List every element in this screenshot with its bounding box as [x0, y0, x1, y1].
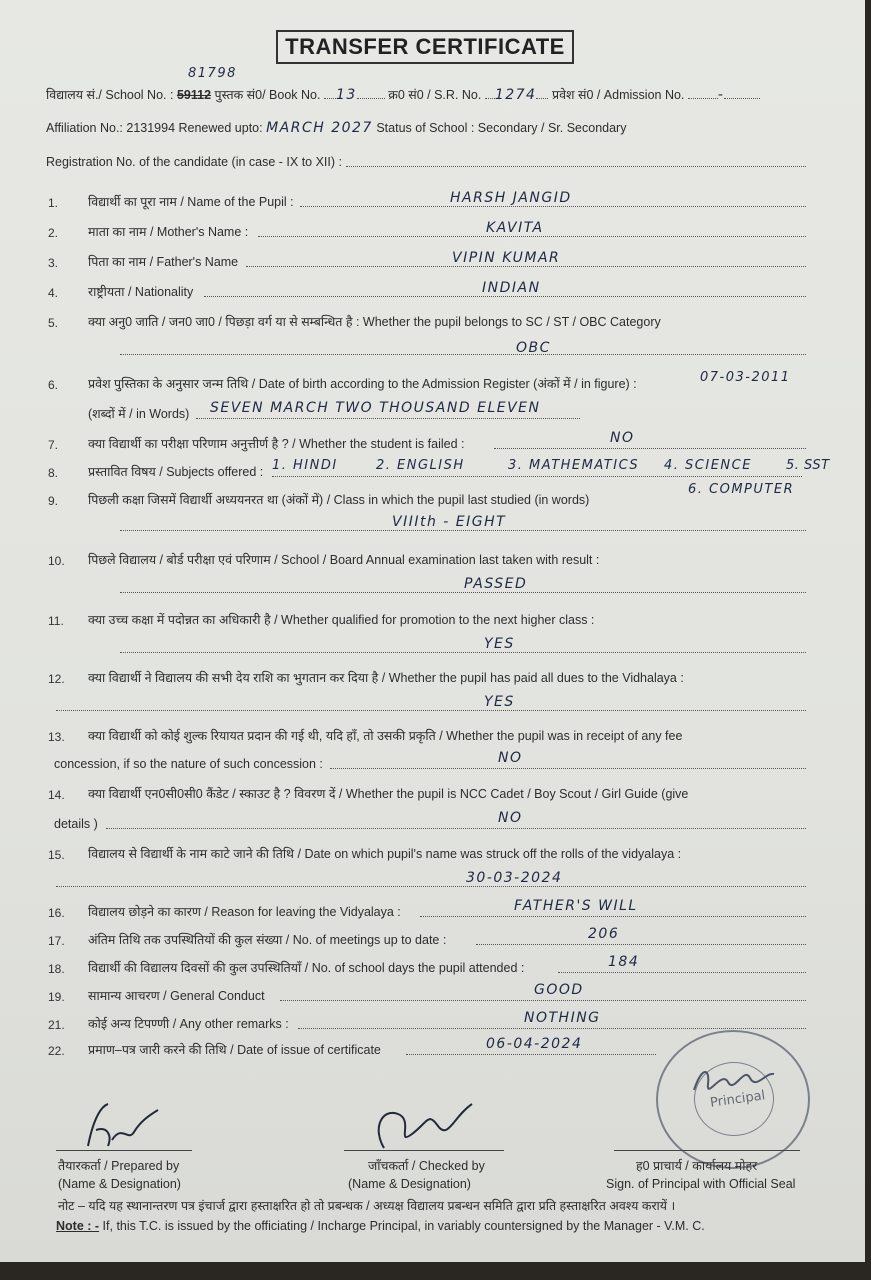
english-note — [56, 1218, 705, 1234]
fee-concession-value: NO — [498, 750, 523, 766]
item-5-number: 5. — [48, 316, 59, 330]
item-3-number: 3. — [48, 256, 59, 270]
certificate-title: TRANSFER CERTIFICATE — [276, 30, 574, 64]
item-9-label: पिछली कक्षा जिसमें विद्यार्थी अध्ययनरत था (अंकों में) / Class in which the pupil last studied (in words) — [88, 493, 590, 507]
meetings-value: 206 — [588, 926, 620, 942]
item-18-label: विद्यार्थी की विद्यालय दिवसों की कुल उपस्थितियाँ / No. of school days the pupil attended : — [88, 961, 525, 975]
item-12-number: 12. — [48, 672, 65, 686]
item-18-number: 18. — [48, 962, 65, 976]
remarks-value: NOTHING — [524, 1010, 601, 1026]
school-no-handwritten: 81798 — [188, 66, 237, 81]
note-label: Note : - — [56, 1219, 100, 1233]
school-no-struck: 59112 — [176, 88, 212, 102]
subject-5: 5. SST — [786, 458, 830, 473]
checked-by-designation: (Name & Designation) — [348, 1177, 471, 1191]
item-14-number: 14. — [48, 788, 65, 802]
item-8-number: 8. — [48, 466, 59, 480]
mother-name-value: KAVITA — [486, 220, 544, 236]
item-17-label: अंतिम तिथि तक उपस्थितियों की कुल संख्या / No. of meetings up to date : — [88, 933, 447, 947]
promotion-value: YES — [484, 636, 515, 652]
item-19-number: 19. — [48, 990, 65, 1004]
item-4-label: राष्ट्रीयता / Nationality — [88, 285, 194, 299]
admission-no-label: प्रवेश सं0 / Admission No. — [551, 88, 685, 102]
official-seal — [656, 1030, 810, 1169]
item-5-label: क्या अनु0 जाति / जन0 जा0 / पिछड़ा वर्ग या से सम्बन्धित है : Whether the pupil belongs to SC / ST / OBC Category — [88, 315, 661, 329]
renewed-upto-value: MARCH 2027 — [266, 120, 373, 136]
subject-2: 2. ENGLISH — [376, 458, 465, 473]
school-no-label: विद्यालय सं./ School No. : — [46, 88, 174, 102]
item-1-number: 1. — [48, 196, 59, 210]
item-12-label: क्या विद्यार्थी ने विद्यालय की सभी देय राशि का भुगतान कर दिया है / Whether the pupil has paid all dues to the Vidhalaya : — [88, 671, 684, 685]
sr-no-label: क्र0 सं0 / S.R. No. — [388, 88, 482, 102]
dob-words-value: SEVEN MARCH TWO THOUSAND ELEVEN — [210, 400, 541, 416]
item-9-number: 9. — [48, 494, 59, 508]
subject-6: 6. COMPUTER — [688, 482, 795, 497]
item-4-number: 4. — [48, 286, 59, 300]
subject-4: 4. SCIENCE — [664, 458, 752, 473]
item-15-number: 15. — [48, 848, 65, 862]
dob-figure-value: 07-03-2011 — [700, 370, 791, 385]
item-2-label: माता का नाम / Mother's Name : — [88, 225, 249, 239]
status-label: Status of School : Secondary / Sr. Secondary — [376, 121, 627, 135]
hindi-note: नोट – यदि यह स्थानान्तरण पत्र इंचार्ज द्वारा हस्ताक्षरित हो तो प्रबन्धक / अध्यक्ष विद्यालय प्रबन्धन समिति द्वारा प्रति हस्ताक्षरित अवश्य करायें । — [58, 1199, 676, 1213]
prepared-by-designation: (Name & Designation) — [58, 1177, 181, 1191]
checked-by-signature-icon — [368, 1098, 478, 1158]
dues-paid-value: YES — [484, 694, 515, 710]
item-6-label: प्रवेश पुस्तिका के अनुसार जन्म तिथि / Date of birth according to the Admission Register (अंकों में / in figure) : — [88, 377, 637, 391]
subject-1: 1. HINDI — [272, 458, 338, 473]
book-no-label: पुस्तक सं0/ Book No. — [214, 88, 321, 102]
leaving-reason-value: FATHER'S WILL — [514, 898, 638, 914]
seal-principal-text: Principal — [709, 1088, 767, 1111]
admission-no-value: - — [717, 87, 725, 103]
item-22-label: प्रमाण–पत्र जारी करने की तिथि / Date of issue of certificate — [88, 1043, 381, 1057]
item-11-label: क्या उच्च कक्षा में पदोन्नत का अधिकारी है / Whether qualified for promotion to the next higher class : — [88, 613, 595, 627]
nationality-value: INDIAN — [482, 280, 541, 296]
item-13-number: 13. — [48, 730, 65, 744]
item-10-label: पिछले विद्यालय / बोर्ड परीक्षा एवं परिणाम / School / Board Annual examination last taken with result : — [88, 553, 600, 567]
dob-words-label: (शब्दों में / in Words) — [88, 407, 190, 421]
header-line-2 — [46, 120, 626, 136]
item-19-label: सामान्य आचरण / General Conduct — [88, 989, 265, 1003]
item-17-number: 17. — [48, 934, 65, 948]
prepared-by-signature-icon — [78, 1096, 168, 1152]
category-value: OBC — [516, 340, 551, 356]
header-line-1 — [46, 86, 760, 103]
pupil-name-value: HARSH JANGID — [450, 190, 572, 206]
principal-label: ह0 प्राचार्य / कार्यालय मोहर — [636, 1159, 758, 1173]
item-22-number: 22. — [48, 1044, 65, 1058]
item-2-number: 2. — [48, 226, 59, 240]
item-21-label: कोई अन्य टिपण्णी / Any other remarks : — [88, 1017, 289, 1031]
item-8-label: प्रस्तावित विषय / Subjects offered : — [88, 465, 264, 479]
item-10-number: 10. — [48, 554, 65, 568]
checked-by-label: जाँचकर्ता / Checked by — [368, 1159, 485, 1173]
failed-value: NO — [610, 430, 635, 446]
item-1-label: विद्यार्थी का पूरा नाम / Name of the Pupil : — [88, 195, 294, 209]
item-15-label: विद्यालय से विद्यार्थी के नाम काटे जाने की तिथि / Date on which pupil's name was struck off the rolls of the vidyalaya : — [88, 847, 682, 861]
note-text: If, this T.C. is issued by the officiating / Incharge Principal, in variably countersigned by the Manager - V.M. C. — [102, 1219, 705, 1233]
item-16-number: 16. — [48, 906, 65, 920]
item-11-number: 11. — [48, 614, 64, 628]
item-6-number: 6. — [48, 378, 59, 392]
item-16-label: विद्यालय छोड़ने का कारण / Reason for leaving the Vidyalaya : — [88, 905, 401, 919]
conduct-value: GOOD — [534, 982, 584, 998]
item-14-label: क्या विद्यार्थी एन0सी0सी0 कैंडेट / स्काउट है ? विवरण दें / Whether the pupil is NCC Cadet / Boy Scout / Girl Guide (give — [88, 787, 689, 801]
item-21-number: 21. — [48, 1018, 65, 1032]
days-attended-value: 184 — [608, 954, 640, 970]
ncc-value: NO — [498, 810, 523, 826]
registration-label: Registration No. of the candidate (in case - IX to XII) : — [46, 155, 342, 169]
father-name-value: VIPIN KUMAR — [452, 250, 561, 266]
struck-off-date-value: 30-03-2024 — [466, 870, 563, 886]
item-14-label-2: details ) — [54, 817, 98, 831]
exam-result-value: PASSED — [464, 576, 528, 592]
issue-date-value: 06-04-2024 — [486, 1036, 583, 1052]
item-13-label: क्या विद्यार्थी को कोई शुल्क रियायत प्रदान की गई थी, यदि हाँ, तो उसकी प्रकृति / Whether the pupil was in receipt of any fee — [88, 729, 683, 743]
book-no-value: 13 — [335, 87, 357, 103]
affiliation-label: Affiliation No.: 2131994 Renewed upto: — [46, 121, 263, 135]
principal-seal-label: Sign. of Principal with Official Seal — [606, 1177, 796, 1191]
item-7-number: 7. — [48, 438, 59, 452]
item-3-label: पिता का नाम / Father's Name — [88, 255, 239, 269]
sr-no-value: 1274 — [494, 87, 537, 103]
item-7-label: क्या विद्यार्थी का परीक्षा परिणाम अनुत्तीर्ण है ? / Whether the student is failed : — [88, 437, 465, 451]
item-13-label-2: concession, if so the nature of such concession : — [54, 757, 323, 771]
subject-3: 3. MATHEMATICS — [508, 458, 640, 473]
last-class-value: VIIIth - EIGHT — [392, 514, 507, 530]
prepared-by-label: तैयारकर्ता / Prepared by — [58, 1159, 180, 1173]
